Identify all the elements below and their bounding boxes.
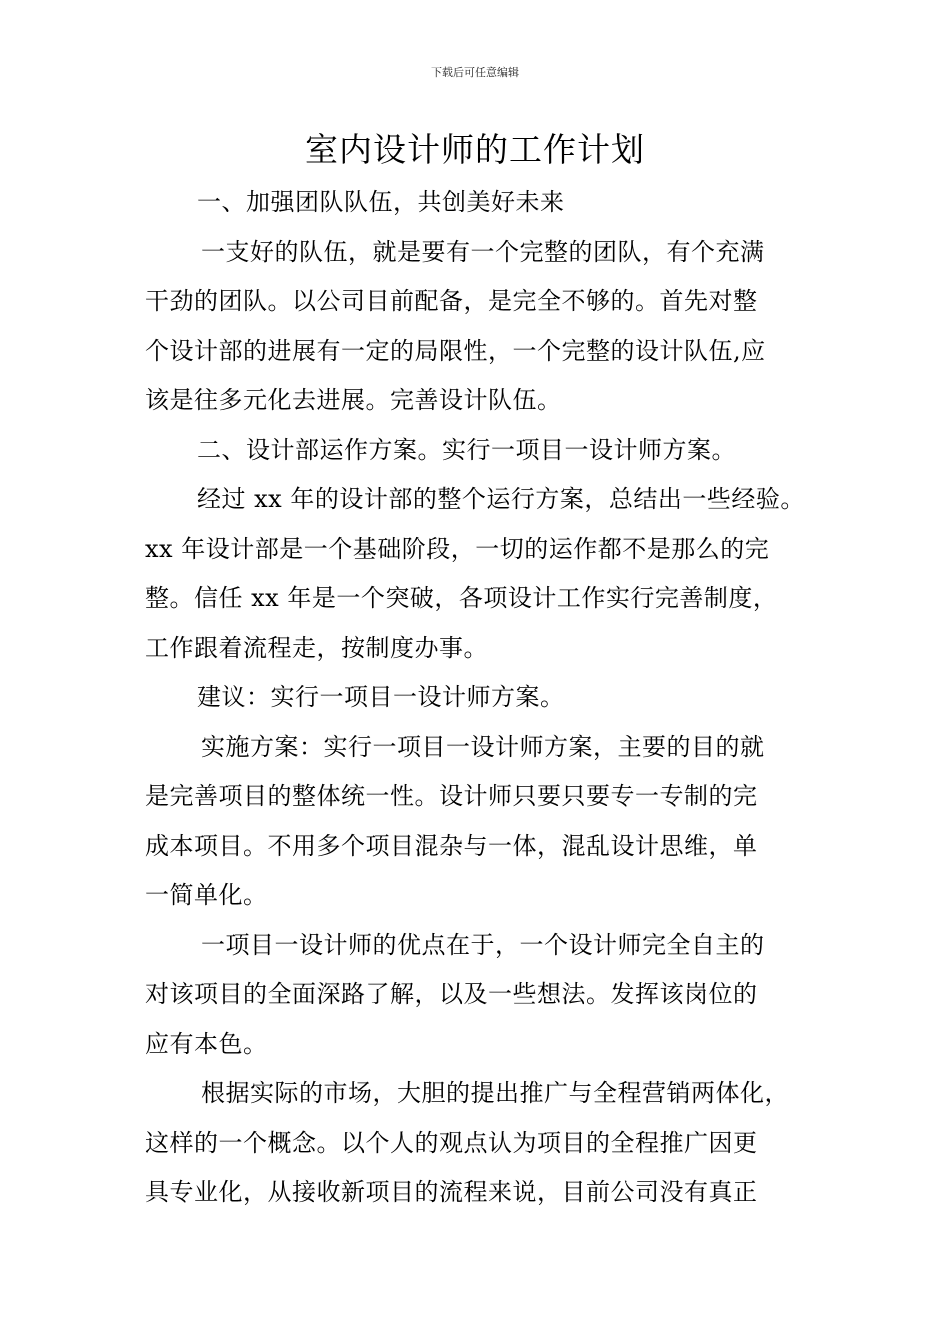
paragraph-line: 工作跟着流程走，按制度办事。 [145,633,488,662]
document-title: 室内设计师的工作计划 [305,130,645,169]
paragraph-line: 这样的一个概念。以个人的观点认为项目的全程推广因更 [145,1128,758,1157]
paragraph-line: 个设计部的进展有一定的局限性，一个完整的设计队伍,应 [145,336,766,365]
paragraph-line: 一项目一设计师的优点在于，一个设计师完全自主的 [201,930,765,959]
paragraph-line: xx 年设计部是一个基础阶段，一切的运作都不是那么的完 [145,534,770,563]
paragraph-line: 经过 xx 年的设计部的整个运行方案，总结出一些经验。 [197,485,805,513]
section-heading: 二、设计部运作方案。实行一项目一设计师方案。 [197,435,736,464]
paragraph-line: 成本项目。不用多个项目混杂与一体，混乱设计思维，单 [145,831,758,860]
paragraph-line: 建议：实行一项目一设计师方案。 [197,683,565,711]
paragraph-line: 一支好的队伍，就是要有一个完整的团队，有个充满 [201,237,765,266]
paragraph-line: 应有本色。 [145,1029,268,1058]
paragraph-line: 该是往多元化去进展。完善设计队伍。 [145,386,562,414]
paragraph-line: 具专业化，从接收新项目的流程来说，目前公司没有真正 [145,1178,758,1206]
paragraph-line: 根据实际的市场，大胆的提出推广与全程营销两体化， [201,1079,789,1107]
paragraph-line: 整。信任 xx 年是一个突破，各项设计工作实行完善制度， [145,584,778,612]
paragraph-line: 是完善项目的整体统一性。设计师只要只要专一专制的完 [145,782,758,810]
header-note: 下载后可任意编辑 [431,66,519,79]
paragraph-line: 对该项目的全面深路了解，以及一些想法。发挥该岗位的 [145,980,758,1008]
section-heading: 一、加强团队队伍，共创美好未来 [197,188,565,216]
paragraph-line: 实施方案：实行一项目一设计师方案，主要的目的就 [201,732,765,761]
paragraph-line: 一简单化。 [145,881,268,909]
document-body [145,178,817,1218]
paragraph-line: 干劲的团队。以公司目前配备，是完全不够的。首先对整 [145,287,758,315]
